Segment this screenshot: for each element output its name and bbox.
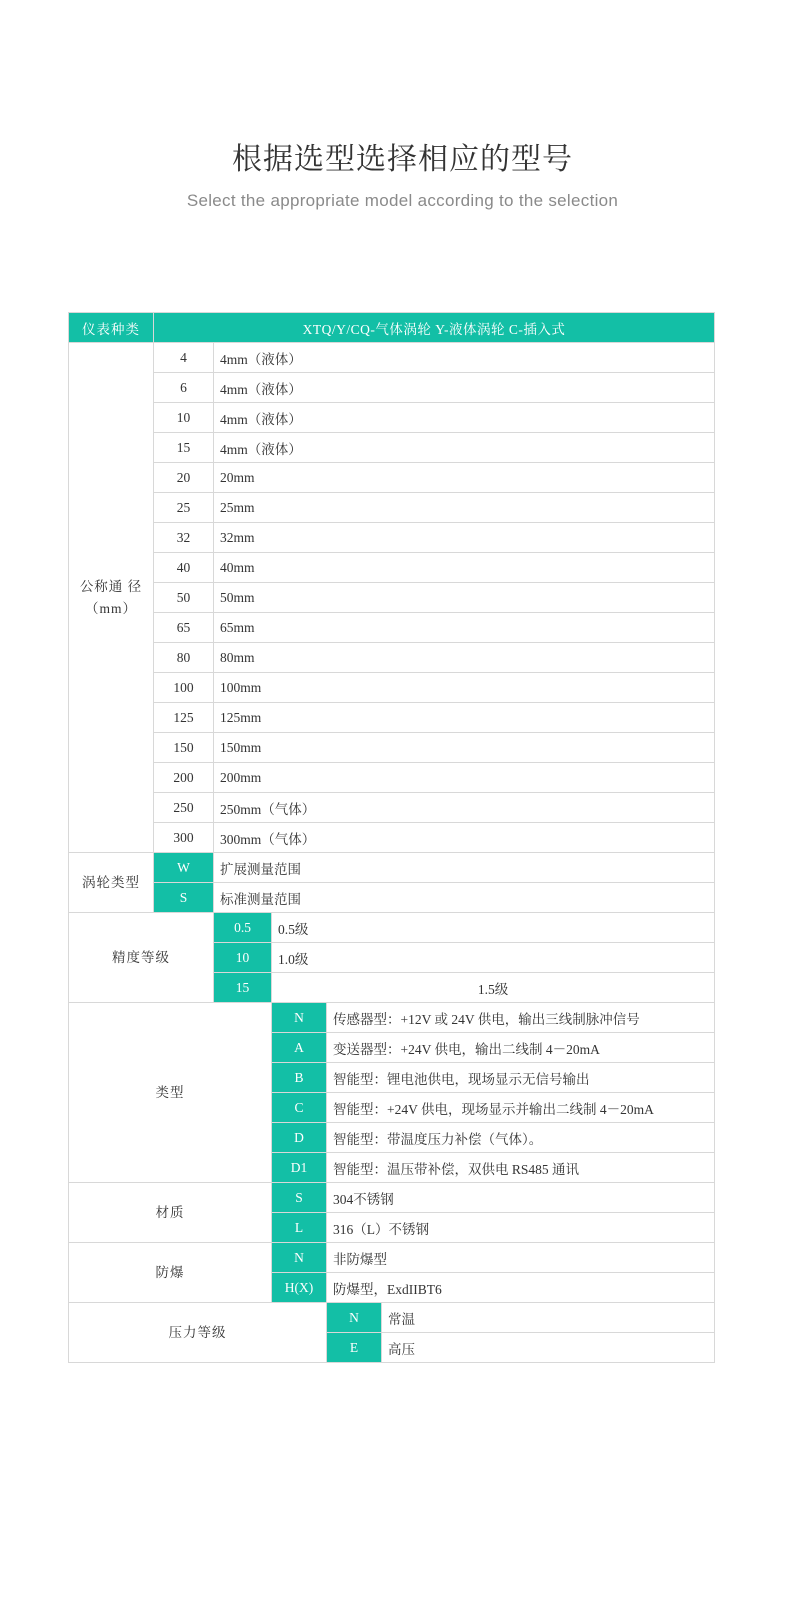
table-row [69,823,715,853]
table-row [69,673,715,703]
value-cell: 标准测量范围 [214,883,715,913]
table-row [69,343,715,373]
value-cell: 200mm [214,763,715,793]
value-cell: 100mm [214,673,715,703]
row-label-material: 材质 [69,1183,272,1243]
table-row [69,793,715,823]
value-cell: 扩展测量范围 [214,853,715,883]
row-label-turbine-type: 涡轮类型 [69,853,154,913]
code-cell: 15 [154,433,214,463]
page-subtitle: Select the appropriate model according to the selection [186,191,619,210]
value-cell: 常温 [382,1303,715,1333]
code-cell: 15 [214,973,272,1003]
row-label-nominal-diameter-line1: 公称通 径 [79,578,143,594]
model-selection-table [68,312,714,1363]
value-cell: 智能型：锂电池供电，现场显示无信号输出 [327,1063,715,1093]
value-cell: 0.5级 [272,913,715,943]
code-cell: A [272,1033,327,1063]
code-cell: N [327,1303,382,1333]
value-cell: 1.5级 [272,973,715,1003]
value-cell: 智能型：温压带补偿，双供电 RS485 通讯 [327,1153,715,1183]
value-cell: 40mm [214,553,715,583]
value-cell: 300mm（气体） [214,823,715,853]
value-cell: 304不锈钢 [327,1183,715,1213]
value-cell: 非防爆型 [327,1243,715,1273]
table-row [69,763,715,793]
code-cell: 6 [154,373,214,403]
table-row [69,1003,715,1033]
code-cell: 32 [154,523,214,553]
table-row [69,883,715,913]
row-label-nominal-diameter-line2: （mm） [84,600,137,616]
table-row [69,373,715,403]
instrument-type-value: XTQ/Y/CQ-气体涡轮 Y-液体涡轮 C-插入式 [154,313,715,343]
value-cell: 4mm（液体） [214,373,715,403]
table-row [69,643,715,673]
code-cell: N [272,1003,327,1033]
table-row-instrument-type [69,313,715,343]
table-row [69,403,715,433]
value-cell: 智能型：+24V 供电，现场显示并输出二线制 4－20mA [327,1093,715,1123]
table-row [69,853,715,883]
code-cell: 25 [154,493,214,523]
table-row [69,523,715,553]
table-row [69,433,715,463]
table-row [69,463,715,493]
code-cell: D [272,1123,327,1153]
code-cell: S [154,883,214,913]
code-cell: 100 [154,673,214,703]
value-cell: 传感器型：+12V 或 24V 供电，输出三线制脉冲信号 [327,1003,715,1033]
table-row [69,1183,715,1213]
code-cell: C [272,1093,327,1123]
code-cell: 4 [154,343,214,373]
value-cell: 125mm [214,703,715,733]
value-cell: 4mm（液体） [214,403,715,433]
value-cell: 150mm [214,733,715,763]
value-cell: 4mm（液体） [214,343,715,373]
value-cell: 65mm [214,613,715,643]
table-row [69,583,715,613]
value-cell: 高压 [382,1333,715,1363]
value-cell: 25mm [214,493,715,523]
table-row [69,913,715,943]
table-row [69,493,715,523]
code-cell: H(X) [272,1273,327,1303]
code-cell: 65 [154,613,214,643]
code-cell: N [272,1243,327,1273]
table-row [69,733,715,763]
code-cell: 0.5 [214,913,272,943]
code-cell: 80 [154,643,214,673]
code-cell: D1 [272,1153,327,1183]
code-cell: W [154,853,214,883]
code-cell: L [272,1213,327,1243]
code-cell: 50 [154,583,214,613]
value-cell: 32mm [214,523,715,553]
value-cell: 1.0级 [272,943,715,973]
code-cell: 10 [214,943,272,973]
code-cell: 125 [154,703,214,733]
table-row [69,1243,715,1273]
row-label-explosion-proof: 防爆 [69,1243,272,1303]
code-cell: B [272,1063,327,1093]
value-cell: 50mm [214,583,715,613]
code-cell: 300 [154,823,214,853]
code-cell: 20 [154,463,214,493]
page-header [0,0,805,211]
code-cell: 10 [154,403,214,433]
code-cell: 200 [154,763,214,793]
value-cell: 防爆型，ExdIIBT6 [327,1273,715,1303]
value-cell: 316（L）不锈钢 [327,1213,715,1243]
table-row [69,1303,715,1333]
value-cell: 20mm [214,463,715,493]
value-cell: 80mm [214,643,715,673]
code-cell: 150 [154,733,214,763]
page-title: 根据选型选择相应的型号 [232,143,573,176]
table-row [69,703,715,733]
code-cell: S [272,1183,327,1213]
row-label-accuracy-class: 精度等级 [69,913,214,1003]
code-cell: 40 [154,553,214,583]
value-cell: 4mm（液体） [214,433,715,463]
row-label-nominal-diameter [69,343,154,853]
row-label-category: 类型 [69,1003,272,1183]
row-label-pressure-class: 压力等级 [69,1303,327,1363]
value-cell: 智能型：带温度压力补偿（气体）。 [327,1123,715,1153]
value-cell: 变送器型：+24V 供电，输出二线制 4－20mA [327,1033,715,1063]
table-row [69,553,715,583]
table-row [69,613,715,643]
value-cell: 250mm（气体） [214,793,715,823]
code-cell: 250 [154,793,214,823]
row-label-instrument-type: 仪表种类 [69,313,154,343]
code-cell: E [327,1333,382,1363]
